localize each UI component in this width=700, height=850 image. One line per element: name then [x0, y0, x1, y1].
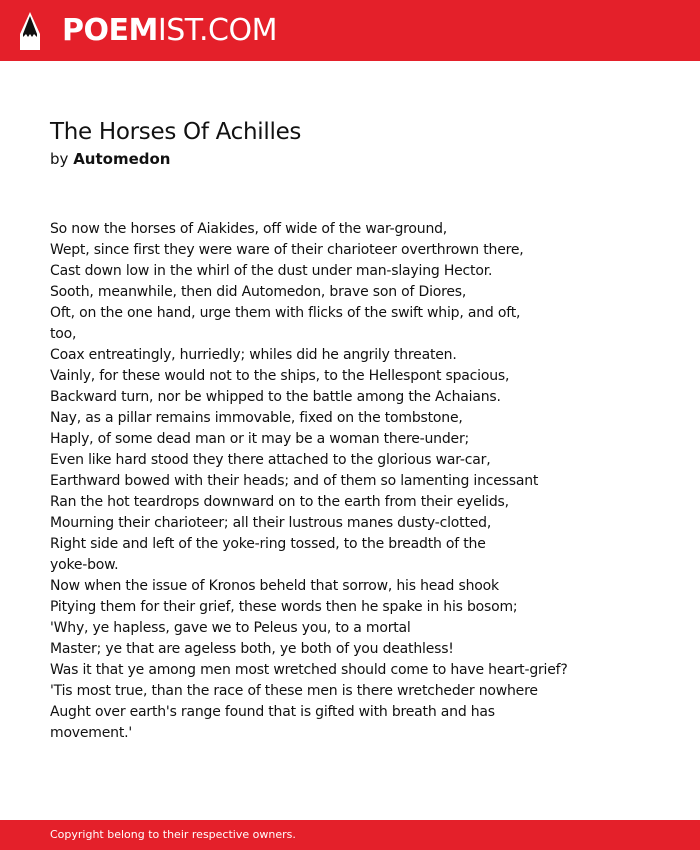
poem-line: Ran the hot teardrops downward on to the earth from their eyelids, — [50, 494, 509, 510]
poem-line: yoke-bow. — [50, 557, 119, 573]
logo-light-text: IST.COM — [157, 13, 277, 48]
poem-line: Was it that ye among men most wretched should come to have heart-grief? — [50, 662, 568, 678]
poem-line: So now the horses of Aiakides, off wide of the war-ground, — [50, 221, 448, 237]
pen-nib-icon[interactable] — [18, 10, 42, 52]
poem-line: Pitying them for their grief, these words then he spake in his bosom; — [50, 599, 518, 615]
site-header — [0, 0, 700, 61]
poem-line: Now when the issue of Kronos beheld that sorrow, his head shook — [50, 578, 499, 594]
poem-line: Mourning their charioteer; all their lustrous manes dusty-clotted, — [50, 515, 492, 531]
poem-title: The Horses Of Achilles — [50, 119, 302, 145]
poem-line: Haply, of some dead man or it may be a woman there-under; — [50, 431, 470, 447]
poem-line: Right side and left of the yoke-ring tossed, to the breadth of the — [50, 536, 486, 552]
site-logo[interactable] — [62, 13, 277, 49]
poem-body — [50, 219, 650, 744]
poem-line: Master; ye that are ageless both, ye both of you deathless! — [50, 641, 454, 657]
poem-line: Backward turn, nor be whipped to the battle among the Achaians. — [50, 389, 501, 405]
by-label: by — [50, 150, 69, 168]
poem-byline — [50, 149, 170, 169]
poem-line: Earthward bowed with their heads; and of them so lamenting incessant — [50, 473, 539, 489]
poem-line: Sooth, meanwhile, then did Automedon, brave son of Diores, — [50, 284, 467, 300]
poem-line: Aught over earth's range found that is gifted with breath and has — [50, 704, 495, 720]
copyright-text: Copyright belong to their respective owners. — [50, 828, 296, 841]
poem-line: Wept, since first they were ware of their charioteer overthrown there, — [50, 242, 524, 258]
site-footer — [0, 820, 700, 850]
poem-line: Nay, as a pillar remains immovable, fixed on the tombstone, — [50, 410, 463, 426]
poem-line: Even like hard stood they there attached to the glorious war-car, — [50, 452, 491, 468]
poem-line: 'Why, ye hapless, gave we to Peleus you, to a mortal — [50, 620, 411, 636]
poem-line: Coax entreatingly, hurriedly; whiles did he angrily threaten. — [50, 347, 457, 363]
poem-line: 'Tis most true, than the race of these men is there wretcheder nowhere — [50, 683, 538, 699]
poem-author: Automedon — [73, 150, 171, 168]
poem-line: Oft, on the one hand, urge them with flicks of the swift whip, and oft, — [50, 305, 521, 321]
poem-line: movement.' — [50, 725, 133, 741]
poem-line: Cast down low in the whirl of the dust under man-slaying Hector. — [50, 263, 493, 279]
poem-line: too, — [50, 326, 77, 342]
poem-line: Vainly, for these would not to the ships, to the Hellespont spacious, — [50, 368, 510, 384]
logo-bold-text: POEM — [62, 13, 158, 48]
